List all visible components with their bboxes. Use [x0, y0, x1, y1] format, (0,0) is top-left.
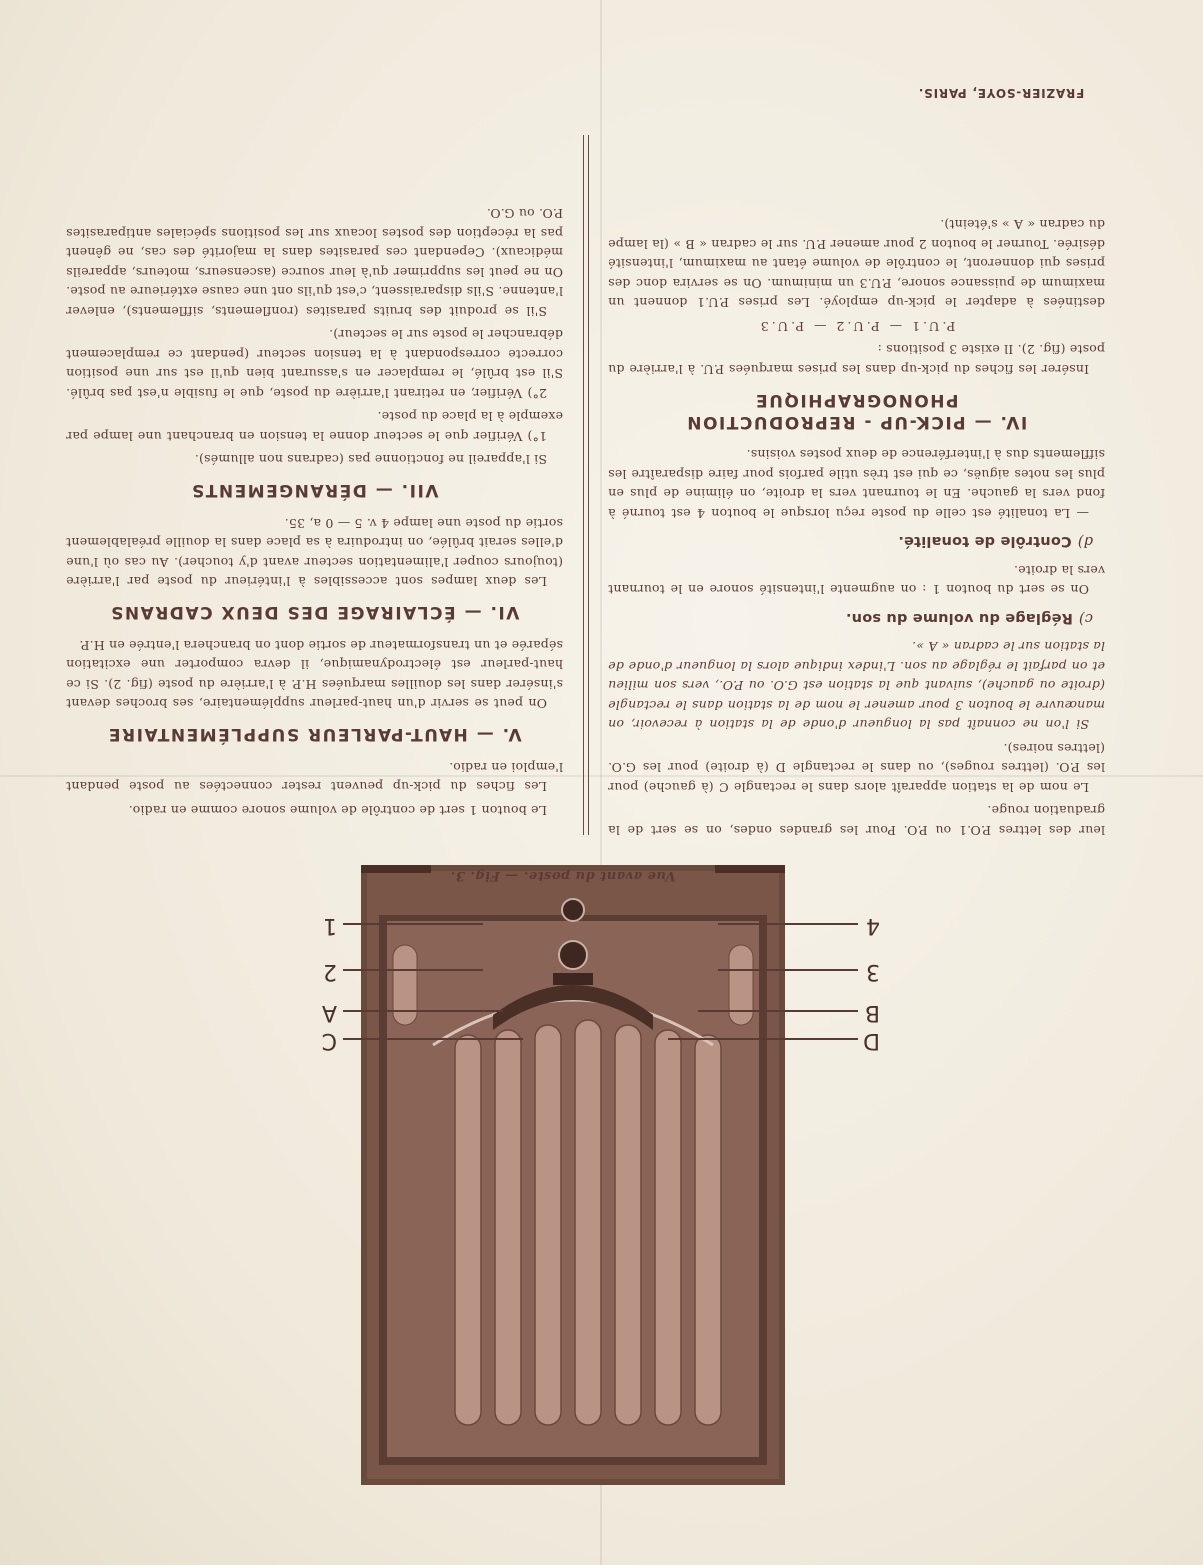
callout-line-4 [718, 924, 858, 926]
radio-cabinet-drawing [353, 865, 793, 1485]
section-d-letter: d) [1077, 533, 1093, 550]
right-column [66, 200, 563, 820]
callout-label-4: 4 [866, 913, 880, 938]
left-column [608, 211, 1105, 840]
section-c-title: Réglage du volume du son. [845, 610, 1073, 626]
section-v-text: On peut se servir d'un haut-parleur supplémentaire, ses broches devant s'insérer dans les douilles marquées H.P. à l'arrière du poste (fig. 2). Si ce haut-parleur est électrodynamique, il devra comporter une excitation séparée et un transformateur de sortie dont on branchera l'entrée en H.P. [66, 638, 563, 712]
section-vii-paragraph-0: Si l'appareil ne fonctionne pas (cadrans non allumés). [194, 452, 547, 468]
callout-line-2 [343, 970, 483, 972]
callout-label-a: A [321, 1000, 337, 1025]
callout-line-1 [343, 924, 483, 926]
section-iv-positions: P.U.1 — P.U.2 — P.U.3 [757, 319, 956, 334]
intro-paragraph-3: Si l'on ne connaît pas la longueur d'onde de la station à recevoir, on manœuvre le bouton 3 pour amener le nom de la station dans le rectangle (droite ou gauche), suivant que la station est G.O. ou P.O., vers son milieu et on parfait le réglage au son. L'index indique alors la longueur d'onde de la station sur le cadran « A ». [608, 639, 1105, 733]
callout-label-c: C [321, 1028, 337, 1053]
section-c-heading [608, 608, 1093, 628]
section-iv-title: IV. — PICK-UP - REPRODUCTION PHONOGRAPHIQUE [685, 390, 1028, 432]
intro-paragraph-2: Le nom de la station apparaît alors dans le rectangle C (à gauche) pour les P.O. (lettres rouges), ou dans le rectangle D (à droite) pour les G.O. (lettres noires). [608, 741, 1105, 795]
callout-label-b: B [864, 1000, 880, 1025]
printer-imprint: FRAZIER-SOYE, PARIS. [918, 86, 1085, 100]
callout-line-3 [718, 970, 858, 972]
section-vi-text: Les deux lampes sont accessibles à l'intérieur du poste par l'arrière (toujours couper l'alimentation secteur avant d'y toucher). Au cas où l'une d'elles serait brûlée, on introduira à sa place dans la douille préalablement sortie du poste une lampe 4 v. 5 — 0 a, 35. [66, 516, 563, 590]
callout-line-b [698, 1011, 858, 1013]
callout-line-a [343, 1011, 503, 1013]
callout-label-1: 1 [323, 913, 337, 938]
section-v-title: V. — HAUT-PARLEUR SUPPLÉMENTAIRE [107, 724, 522, 745]
section-d-heading [608, 531, 1093, 551]
section-vii-paragraph-3: S'il se produit des bruits parasites (ronflements, sifflements), enlever l'antenne. S'ils disparaissent, c'est qu'ils ont une cause extérieure au poste. On ne peut les supprimer qu'à leur source (ascenseurs, moteurs, appareils médicaux). Cependant ces parasites dans la majorité des cas, ne gênent pas la réception des postes locaux sur les positions spéciales antiparasites P.O. ou G.O. [66, 206, 563, 319]
section-vii-paragraph-1: 1°) Vérifier que le secteur donne la tension en branchant une lampe par exemple à la place du poste. [66, 409, 563, 444]
section-c-letter: c) [1078, 610, 1093, 626]
section-iv-paragraph-2: destinées à adapter le pick-up employé. Les prises P.U.1 donnent un maximum de puissance sonore, P.U.3 un minimum. On se servira donc des prises qui donneront, le contrôle de volume étant au maximum, l'intensité désirée. Tourner le bouton 2 pour amener P.U. sur le cadran « B » (la lampe du cadran « A » s'éteint). [608, 217, 1105, 311]
section-d-title: Contrôle de tonalité. [898, 533, 1072, 550]
figure-caption: Vue avant du poste. — Fig. 3. [450, 868, 676, 883]
callout-line-d [668, 1039, 858, 1041]
section-c-text: On se sert du bouton 1 : on augmente l'intensité sonore en le tournant vers la droite. [608, 563, 1105, 598]
section-vii-title: VII. — DÉRANGEMENTS [190, 480, 439, 501]
section-vi-title: VI. — ÉCLAIRAGE DES DEUX CADRANS [109, 602, 520, 623]
radio-front-illustration [353, 865, 793, 1485]
column-divider [583, 135, 589, 835]
intro-paragraph-1: leur des lettres P.O.1 ou P.O. Pour les grandes ondes, on se sert de la graduation rouge. [608, 803, 1105, 838]
section-d-text: — La tonalité est celle du poste reçu lorsque le bouton 4 est tourné à fond vers la gauche. En le tournant vers la droite, on élimine de plus en plus les notes aiguës, ce qui est très utile parfois pour faire disparaître les sifflements dus à l'interférence de deux postes voisins. [608, 447, 1105, 521]
section-iv-paragraph-1: Insérer les fiches du pick-up dans les prises marquées P.U. à l'arrière du poste (fig. 2). Il existe 3 positions : [608, 342, 1105, 377]
right-intro-paragraph-2: Les fiches du pick-up peuvent rester connectées au poste pendant l'emploi en radio. [66, 760, 563, 795]
callout-label-2: 2 [323, 959, 337, 984]
callout-label-d: D [863, 1028, 880, 1053]
right-intro-paragraph-1: Le bouton 1 sert de contrôle de volume sonore comme en radio. [128, 803, 547, 818]
callout-label-3: 3 [866, 959, 880, 984]
callout-line-c [343, 1039, 523, 1041]
section-vii-paragraph-2: 2°) Vérifier, en retirant l'arrière du poste, que le fusible n'est pas brûlé. S'il est brûlé, le remplacer en s'assurant bien qu'il est sur une position correcte correspondant à la tension secteur (pendant ce remplacement débrancher le poste sur le secteur). [66, 327, 563, 401]
